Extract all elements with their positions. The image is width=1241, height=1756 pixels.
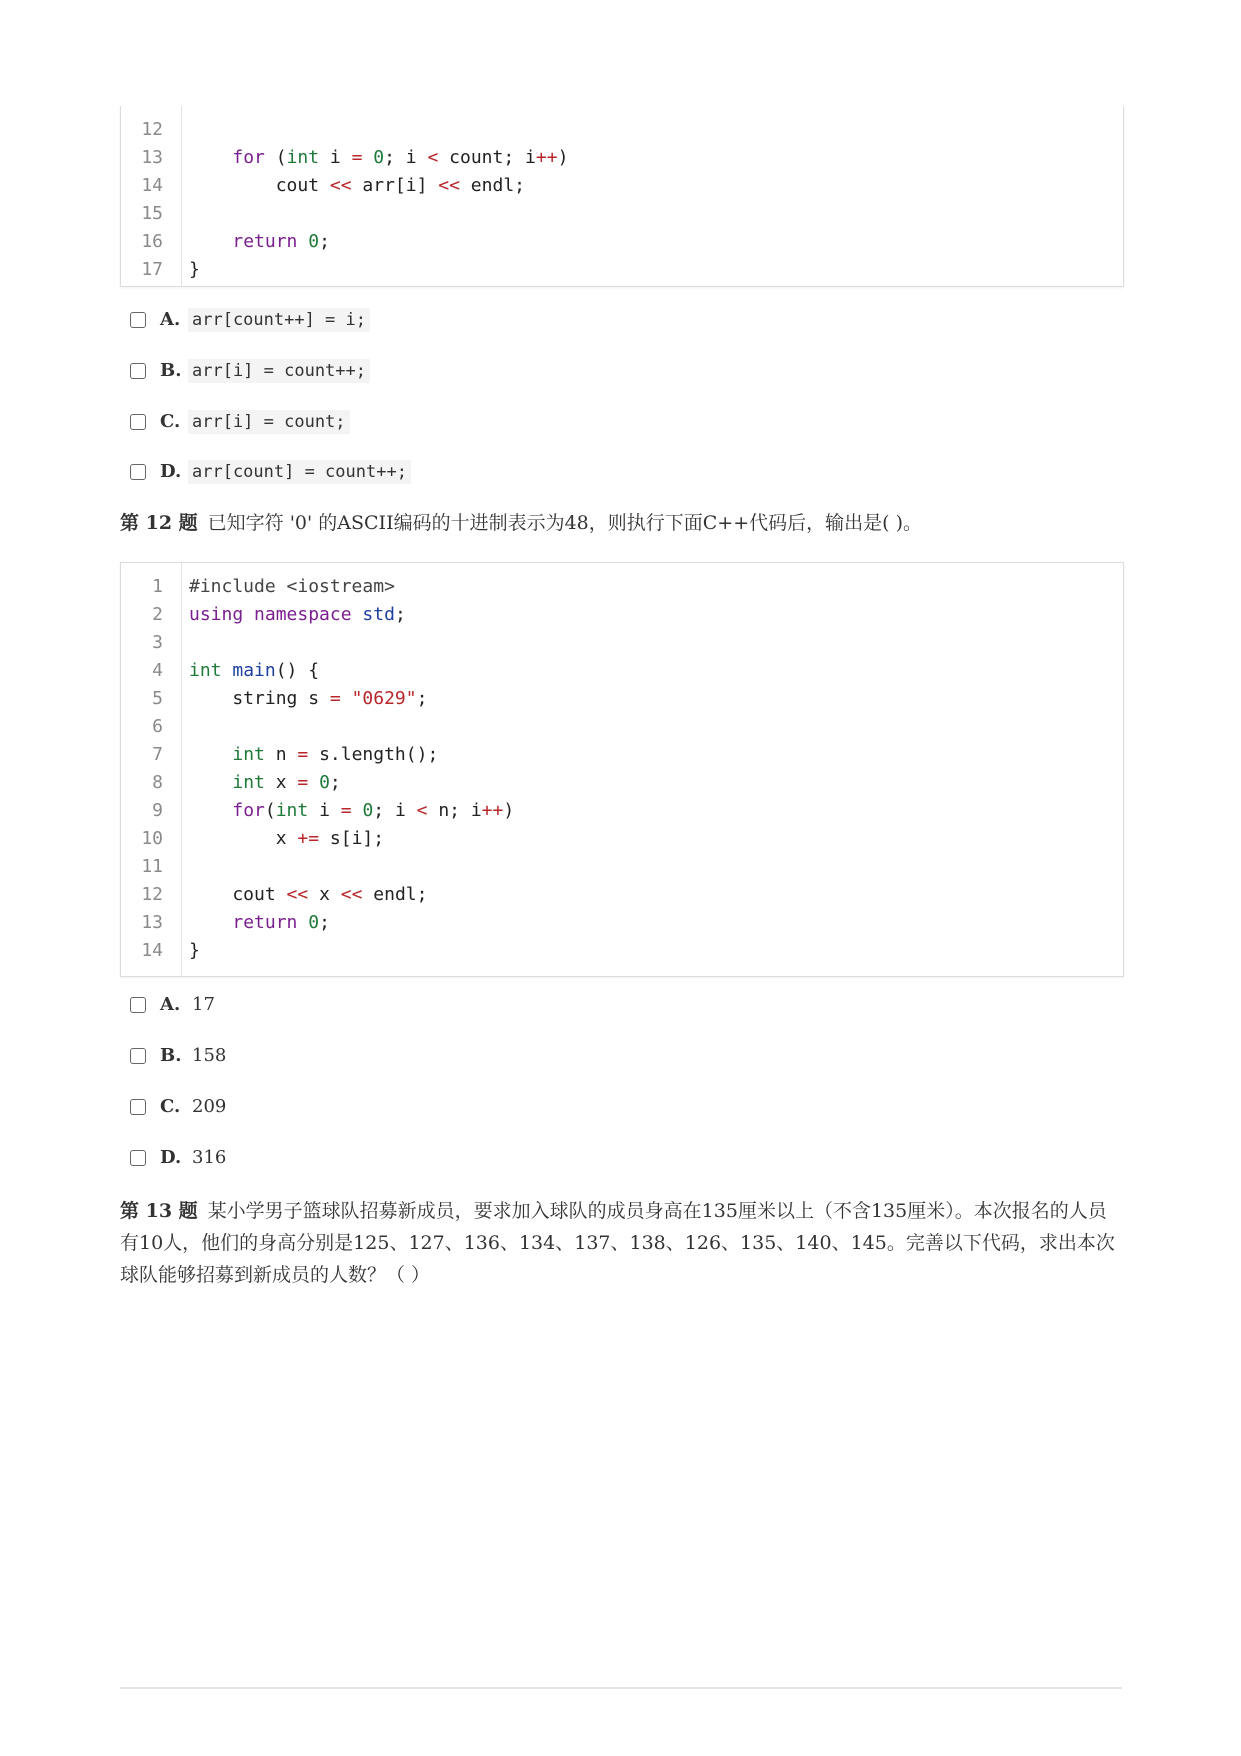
option-checkbox[interactable]: [130, 414, 146, 430]
option-code: arr[count] = count++;: [188, 460, 411, 484]
code-line: [121, 657, 1123, 685]
option-letter: A.: [160, 994, 181, 1015]
option-code: arr[count++] = i;: [188, 308, 370, 332]
option-checkbox[interactable]: [130, 363, 146, 379]
line-number: 6: [152, 716, 163, 737]
line-number: 15: [141, 203, 163, 224]
code-block-q11: [120, 106, 1124, 287]
option-letter: C.: [160, 1096, 181, 1117]
code-text: return 0;: [232, 912, 330, 933]
code-lines: [121, 116, 1123, 284]
code-line: [121, 256, 1123, 284]
option-text: 17: [192, 994, 215, 1015]
option-code: arr[i] = count++;: [188, 359, 370, 383]
code-text: using namespace std;: [189, 604, 406, 625]
option-letter: B.: [160, 1045, 182, 1066]
option-checkbox[interactable]: [130, 464, 146, 480]
footer-divider: [120, 1687, 1122, 1689]
code-text: }: [189, 940, 200, 961]
code-text: #include <iostream>: [189, 576, 395, 597]
code-line: [121, 909, 1123, 937]
code-line: [121, 200, 1123, 228]
code-text: int main() {: [189, 660, 320, 681]
code-text: cout << x << endl;: [189, 884, 428, 905]
code-text: return 0;: [232, 231, 330, 252]
question-13: [120, 1195, 1124, 1291]
code-text: for (int i = 0; i < count; i++): [232, 147, 569, 168]
option-letter: C.: [160, 411, 181, 432]
code-line: [121, 825, 1123, 853]
code-text: int n = s.length();: [232, 744, 439, 765]
code-lines: [121, 573, 1123, 965]
option-checkbox[interactable]: [130, 997, 146, 1013]
code-line: [121, 853, 1123, 881]
code-line: [121, 937, 1123, 965]
line-number: 16: [141, 231, 163, 252]
option-checkbox[interactable]: [130, 1048, 146, 1064]
code-line: [121, 713, 1123, 741]
line-number: 14: [141, 175, 163, 196]
code-text: cout << arr[i] << endl;: [189, 175, 525, 196]
option-checkbox[interactable]: [130, 1150, 146, 1166]
option-letter: D.: [160, 461, 182, 482]
line-number: 7: [152, 744, 163, 765]
code-line: [121, 629, 1123, 657]
code-line: [121, 881, 1123, 909]
line-number: 12: [141, 119, 163, 140]
line-number: 5: [152, 688, 163, 709]
code-line: [121, 741, 1123, 769]
code-line: [121, 769, 1123, 797]
option-text: 209: [192, 1096, 227, 1117]
line-number: 9: [152, 800, 163, 821]
option-checkbox[interactable]: [130, 312, 146, 328]
line-number: 11: [141, 856, 163, 877]
line-number: 3: [152, 632, 163, 653]
question-number: 第 12 题: [120, 512, 198, 534]
line-number: 8: [152, 772, 163, 793]
line-number: 13: [141, 912, 163, 933]
option-checkbox[interactable]: [130, 1099, 146, 1115]
line-number: 4: [152, 660, 163, 681]
code-line: [121, 116, 1123, 144]
code-line: [121, 228, 1123, 256]
code-text: }: [189, 259, 200, 280]
question-text: 某小学男子篮球队招募新成员，要求加入球队的成员身高在135厘米以上（不含135厘米）。本次报名的人员有10人，他们的身高分别是125、127、136、134、137、138、126、135、140、145。完善以下代码，求出本次球队能够招募到新成员的人数？（ ）: [120, 1200, 1115, 1286]
option-code: arr[i] = count;: [188, 410, 350, 434]
option-text: 158: [192, 1045, 227, 1066]
code-line: [121, 685, 1123, 713]
code-line: [121, 601, 1123, 629]
question-number: 第 13 题: [120, 1200, 198, 1222]
code-text: x += s[i];: [189, 828, 385, 849]
line-number: 14: [141, 940, 163, 961]
option-letter: B.: [160, 360, 182, 381]
code-text: for(int i = 0; i < n; i++): [232, 800, 515, 821]
option-letter: D.: [160, 1147, 182, 1168]
option-letter: A.: [160, 309, 181, 330]
option-text: 316: [192, 1147, 227, 1168]
code-line: [121, 573, 1123, 601]
code-block-q12: [120, 562, 1124, 977]
question-12: [120, 507, 1124, 539]
line-number: 13: [141, 147, 163, 168]
code-line: [121, 144, 1123, 172]
line-number: 2: [152, 604, 163, 625]
line-number: 10: [141, 828, 163, 849]
code-line: [121, 797, 1123, 825]
line-number: 17: [141, 259, 163, 280]
question-text: 已知字符 '0' 的ASCII编码的十进制表示为48，则执行下面C++代码后，输出是( )。: [207, 512, 922, 534]
code-text: string s = "0629";: [189, 688, 428, 709]
code-text: int x = 0;: [232, 772, 341, 793]
code-line: [121, 172, 1123, 200]
line-number: 12: [141, 884, 163, 905]
line-number: 1: [152, 576, 163, 597]
